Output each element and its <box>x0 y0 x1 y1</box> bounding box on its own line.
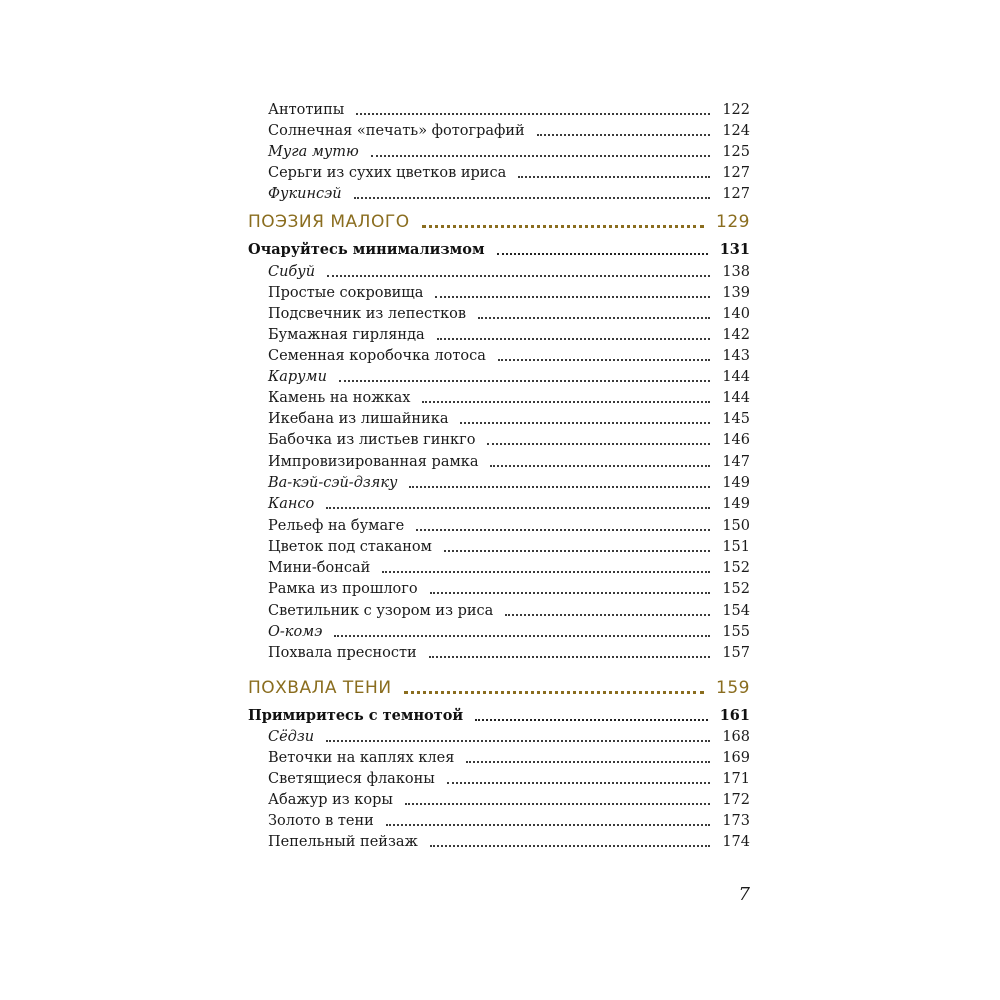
toc-page-number: 145 <box>722 411 750 427</box>
leader-dots <box>405 803 710 805</box>
toc-page-number: 138 <box>722 264 750 280</box>
toc-page-number: 171 <box>722 771 750 787</box>
toc-page-number: 139 <box>722 285 750 301</box>
leader-dots <box>416 529 710 531</box>
toc-page-number: 146 <box>722 432 750 448</box>
leader-dots <box>327 275 710 277</box>
toc-title: Камень на ножках <box>268 390 411 406</box>
leader-dots <box>447 782 710 784</box>
toc-title: Антотипы <box>268 102 345 118</box>
leader-dots <box>382 571 710 573</box>
toc-page-number: 149 <box>722 475 750 491</box>
toc-page-number: 150 <box>722 518 750 534</box>
toc-page-number: 127 <box>722 186 750 202</box>
toc-title: Рельеф на бумаге <box>268 518 405 534</box>
toc-entry <box>0 641 1000 663</box>
toc-entry <box>0 323 1000 345</box>
toc-entry <box>0 281 1000 303</box>
toc-page-number: 157 <box>722 645 750 661</box>
toc-page-number: 144 <box>722 390 750 406</box>
toc-page-number: 125 <box>722 144 750 160</box>
leader-dots <box>430 592 710 594</box>
toc-page-number: 174 <box>722 834 750 850</box>
toc-entry <box>0 767 1000 789</box>
toc-page-number: 155 <box>722 624 750 640</box>
leader-dots <box>334 635 710 637</box>
leader-dots <box>404 691 704 694</box>
toc-title: ПОЭЗИЯ МАЛОГО <box>248 212 410 232</box>
toc-title: Ва-кэй-сэй-дзяку <box>268 475 398 491</box>
leader-dots <box>437 338 710 340</box>
toc-title: Серьги из сухих цветков ириса <box>268 165 507 181</box>
leader-dots <box>537 134 710 136</box>
toc-entry <box>0 746 1000 768</box>
toc-entry <box>0 556 1000 578</box>
toc-section <box>0 212 1000 234</box>
toc-title: Сибуй <box>268 264 316 280</box>
toc-page-number: 131 <box>719 241 750 258</box>
toc-title: Веточки на каплях клея <box>268 750 455 766</box>
toc-title: Абажур из коры <box>268 792 393 808</box>
toc-entry <box>0 492 1000 514</box>
toc-chapter <box>0 704 1000 726</box>
leader-dots <box>386 824 710 826</box>
leader-dots <box>487 443 710 445</box>
leader-dots <box>339 380 710 382</box>
toc-title: Простые сокровища <box>268 285 424 301</box>
toc-chapter <box>0 238 1000 260</box>
toc-title: Золото в тени <box>268 813 374 829</box>
leader-dots <box>429 656 710 658</box>
leader-dots <box>466 761 710 763</box>
toc-title: Пепельный пейзаж <box>268 834 418 850</box>
toc-page-number: 149 <box>722 496 750 512</box>
toc-title: Бумажная гирлянда <box>268 327 425 343</box>
toc-page-number: 168 <box>722 729 750 745</box>
toc-title: Бабочка из листьев гинкго <box>268 432 476 448</box>
toc-entry <box>0 788 1000 810</box>
toc-title: Рамка из прошлого <box>268 581 418 597</box>
toc-entry <box>0 344 1000 366</box>
toc-section <box>0 678 1000 700</box>
toc-entry <box>0 809 1000 831</box>
toc-title: ПОХВАЛА ТЕНИ <box>248 678 392 698</box>
toc-page-number: 124 <box>722 123 750 139</box>
toc-title: Кансо <box>268 496 315 512</box>
leader-dots <box>354 197 710 199</box>
toc-page-number: 143 <box>722 348 750 364</box>
toc-entry <box>0 386 1000 408</box>
toc-title: Примиритесь с темнотой <box>248 707 464 724</box>
toc-entry <box>0 471 1000 493</box>
leader-dots <box>326 507 710 509</box>
toc-page-number: 140 <box>722 306 750 322</box>
leader-dots <box>490 465 710 467</box>
toc-entry <box>0 182 1000 204</box>
toc-title: Каруми <box>268 369 327 385</box>
toc-entry <box>0 599 1000 621</box>
toc-entry <box>0 302 1000 324</box>
toc-entry <box>0 98 1000 120</box>
toc-page-number: 122 <box>722 102 750 118</box>
leader-dots <box>435 296 710 298</box>
toc-title: Солнечная «печать» фотографий <box>268 123 525 139</box>
toc-entry <box>0 450 1000 472</box>
toc-title: Сёдзи <box>268 729 315 745</box>
toc-title: Похвала пресности <box>268 645 417 661</box>
leader-dots <box>460 422 710 424</box>
leader-dots <box>498 359 710 361</box>
leader-dots <box>518 176 710 178</box>
toc-entry <box>0 260 1000 282</box>
toc-entry <box>0 830 1000 852</box>
leader-dots <box>475 719 708 721</box>
toc-title: Импровизированная рамка <box>268 454 479 470</box>
toc-title: Фукинсэй <box>268 186 342 202</box>
leader-dots <box>326 740 710 742</box>
toc-page-number: 159 <box>716 678 750 698</box>
page-number: 7 <box>738 884 750 905</box>
toc-entry <box>0 535 1000 557</box>
toc-title: Светильник с узором из риса <box>268 603 494 619</box>
toc-page-number: 173 <box>722 813 750 829</box>
toc-page-number: 127 <box>722 165 750 181</box>
leader-dots <box>422 401 710 403</box>
toc-title: Очаруйтесь минимализмом <box>248 241 485 258</box>
toc-title: Подсвечник из лепестков <box>268 306 467 322</box>
toc-title: Семенная коробочка лотоса <box>268 348 486 364</box>
toc-title: Цветок под стаканом <box>268 539 432 555</box>
toc-entry <box>0 428 1000 450</box>
toc-entry <box>0 140 1000 162</box>
toc-page-number: 154 <box>722 603 750 619</box>
leader-dots <box>505 614 710 616</box>
toc-page-number: 129 <box>716 212 750 232</box>
leader-dots <box>409 486 710 488</box>
toc-page-number: 161 <box>719 707 750 724</box>
toc-title: Мини-бонсай <box>268 560 371 576</box>
toc-page-number: 144 <box>722 369 750 385</box>
leader-dots <box>478 317 710 319</box>
toc-entry <box>0 407 1000 429</box>
leader-dots <box>444 550 710 552</box>
toc-entry <box>0 365 1000 387</box>
toc-page-number: 152 <box>722 560 750 576</box>
leader-dots <box>356 113 710 115</box>
leader-dots <box>371 155 710 157</box>
toc-title: О-комэ <box>268 624 323 640</box>
toc-entry <box>0 725 1000 747</box>
toc-entry <box>0 161 1000 183</box>
toc-entry <box>0 577 1000 599</box>
toc-page-number: 151 <box>722 539 750 555</box>
leader-dots <box>422 225 704 228</box>
toc-entry <box>0 620 1000 642</box>
leader-dots <box>430 845 710 847</box>
toc-entry <box>0 119 1000 141</box>
toc-entry <box>0 514 1000 536</box>
toc-title: Муга мутю <box>268 144 359 160</box>
toc-title: Светящиеся флаконы <box>268 771 435 787</box>
toc-page-number: 147 <box>722 454 750 470</box>
toc-page-number: 172 <box>722 792 750 808</box>
toc-title: Икебана из лишайника <box>268 411 449 427</box>
toc-page-number: 142 <box>722 327 750 343</box>
toc-page-number: 169 <box>722 750 750 766</box>
toc-page-number: 152 <box>722 581 750 597</box>
leader-dots <box>497 253 708 255</box>
